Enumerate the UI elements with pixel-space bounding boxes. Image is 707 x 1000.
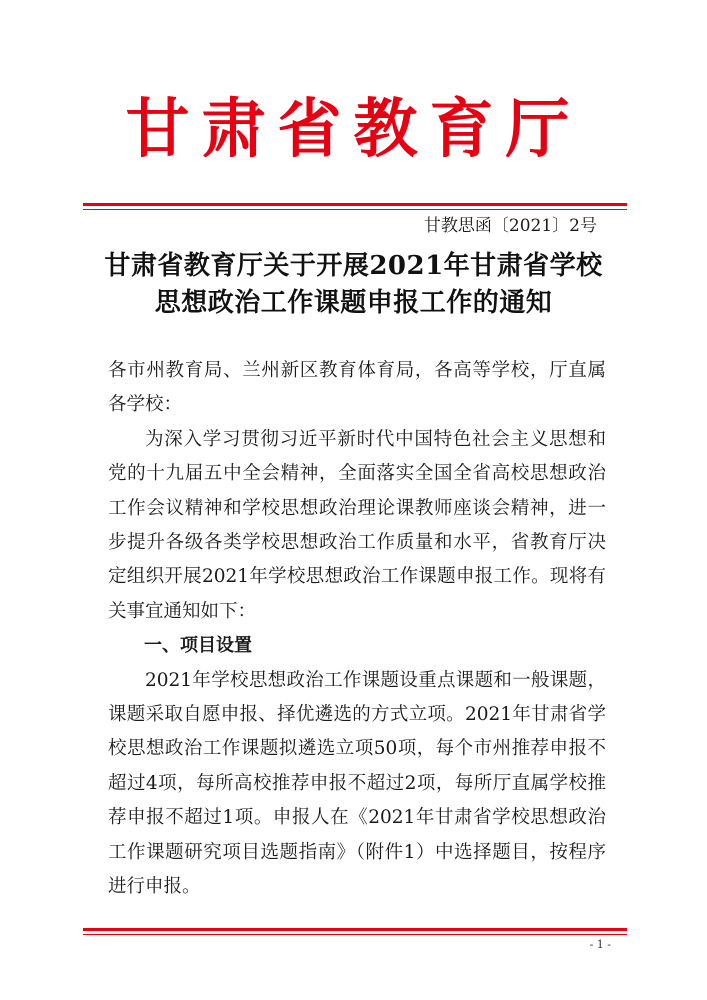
document-body: [108, 354, 606, 905]
masthead-rule-thin: [83, 209, 627, 210]
page-number: [0, 938, 707, 952]
page-number-text: - 1 -: [589, 938, 611, 951]
footer-rule-thin: [83, 934, 627, 935]
section-paragraph: 2021年学校思想政治工作课题设重点课题和一般课题，课题采取自愿申报、择优遴选的方式立项。2021年甘肃省学校思想政治工作课题拟遴选立项50项，每个市州推荐申报不超过4项，每所高校推荐申报不超过2项，每所厅直属学校推荐申报不超过1项。申报人在《2021年甘肃省学校思想政治工作课题研究项目选题指南》（附件1）中选择题目，按程序进行申报。: [108, 669, 606, 898]
title-line-2: 思想政治工作课题申报工作的通知: [154, 288, 553, 318]
section-heading: 一、项目设置: [144, 635, 252, 657]
footer-rule-thick: [83, 928, 627, 931]
document-number: 甘教思函〔2021〕2号: [423, 216, 597, 236]
addressee: 各市州教育局、兰州新区教育体育局，各高等学校，厅直属各学校：: [108, 360, 606, 416]
masthead-rule-thick: [83, 203, 627, 206]
masthead-org-name: 甘肃省教育厅: [125, 92, 582, 167]
title-line-1: 甘肃省教育厅关于开展2021年甘肃省学校: [104, 251, 603, 281]
intro-paragraph: 为深入学习贯彻习近平新时代中国特色社会主义思想和党的十九届五中全会精神，全面落实全国全省高校思想政治工作会议精神和学校思想政治理论课教师座谈会精神，进一步提升各级各类学校思想政治工作质量和水平，省教育厅决定组织开展2021年学校思想政治工作课题申报工作。现将有关事宜通知如下：: [108, 428, 606, 622]
